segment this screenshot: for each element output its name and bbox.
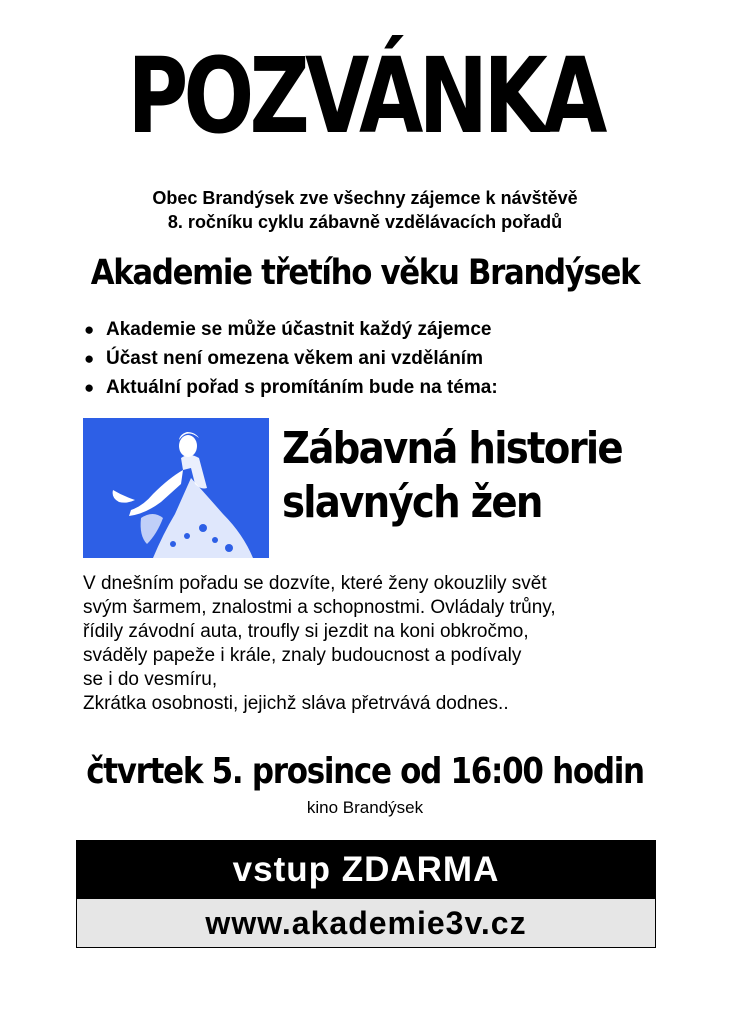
- topic-line-2: slavných žen: [282, 477, 542, 528]
- topic-line-1: Zábavná historie: [282, 423, 622, 474]
- event-series-title: Akademie třetího věku Brandýsek: [90, 253, 640, 293]
- description-line: řídily závodní auta, troufly si jezdit na koni obkročmo,: [83, 621, 529, 642]
- intro-text: [0, 186, 730, 234]
- event-date: čtvrtek 5. prosince od 16:00 hodin: [86, 751, 644, 792]
- intro-line-2: 8. ročníku cyklu zábavně vzdělávacích pořadů: [167, 212, 563, 232]
- page-title: POZVÁNKA: [127, 35, 603, 157]
- admission-box: [76, 840, 656, 948]
- bullet-item: [84, 373, 498, 402]
- bullet-icon: ●: [84, 378, 95, 397]
- info-bullet-list: [84, 315, 498, 402]
- free-entry-banner: vstup ZDARMA: [77, 841, 655, 899]
- bullet-item: [84, 315, 498, 344]
- bullet-item: [84, 344, 498, 373]
- description-line: Zkrátka osobnosti, jejichž sláva přetrvává dodnes..: [83, 693, 509, 714]
- description: [83, 572, 643, 716]
- description-line: se i do vesmíru,: [83, 669, 218, 690]
- portrait-image: [83, 418, 269, 558]
- description-line: sváděly papeže i krále, znaly budoucnost a podívaly: [83, 645, 522, 666]
- description-line: V dnešním pořadu se dozvíte, které ženy okouzlily svět: [83, 573, 547, 594]
- bullet-text: Akademie se může účastnit každý zájemce: [106, 319, 492, 340]
- bullet-icon: ●: [84, 320, 95, 339]
- description-line: svým šarmem, znalostmi a schopnostmi. Ovládaly trůny,: [83, 597, 556, 618]
- topic-title: [282, 422, 622, 530]
- website-link[interactable]: www.akademie3v.cz: [77, 899, 655, 947]
- bullet-text: Aktuální pořad s promítáním bude na téma:: [106, 377, 498, 398]
- intro-line-1: Obec Brandýsek zve všechny zájemce k návštěvě: [152, 188, 578, 208]
- bullet-text: Účast není omezena věkem ani vzděláním: [106, 348, 483, 369]
- bullet-icon: ●: [84, 349, 95, 368]
- event-venue: kino Brandýsek: [306, 798, 424, 817]
